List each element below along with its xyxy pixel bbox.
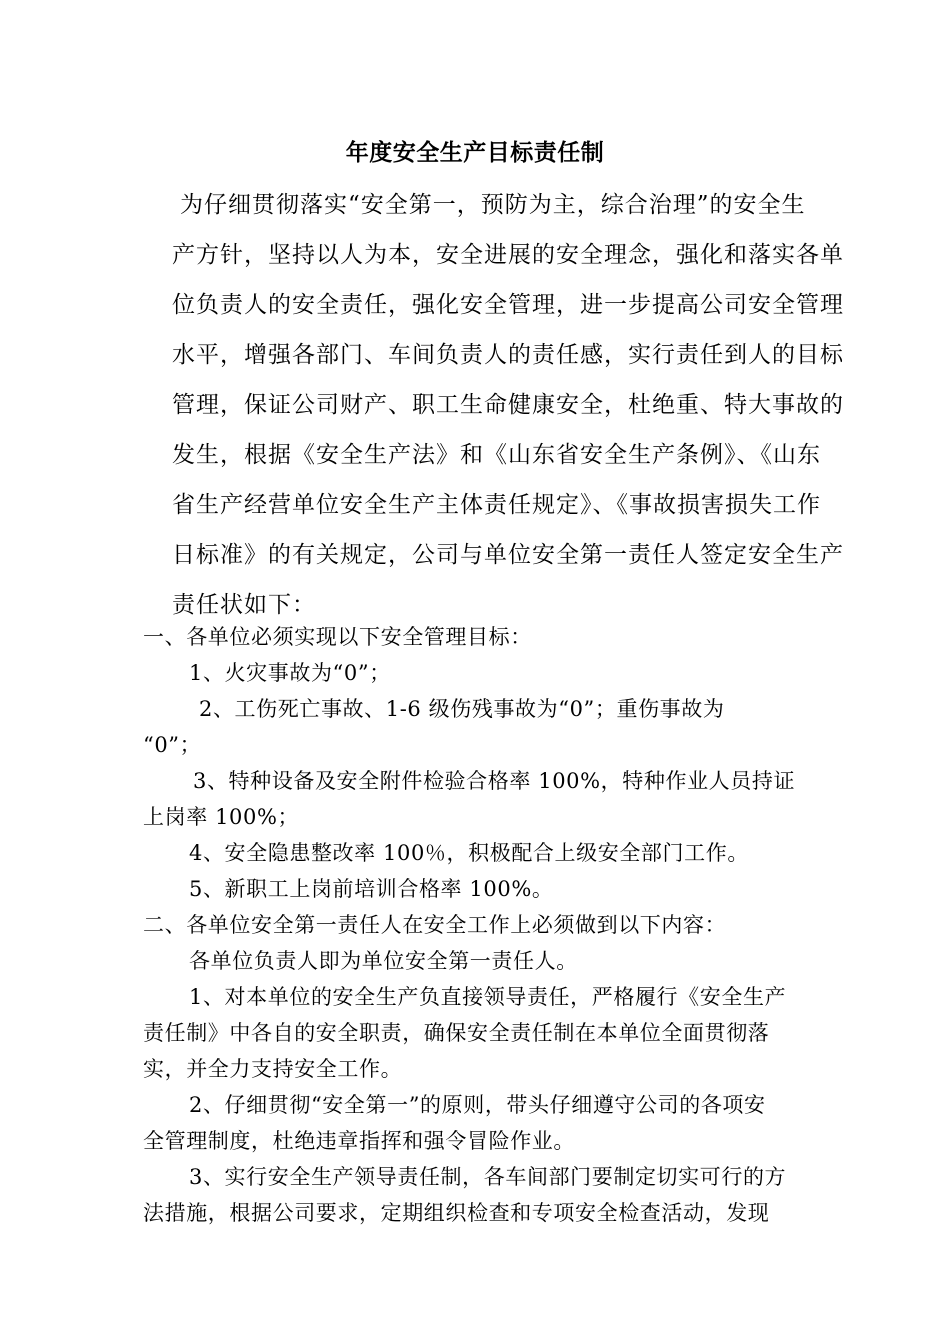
intro-line: 省生产经营单位安全生产主体责任规定》、《事故损害损失工作 <box>172 492 821 518</box>
intro-line: 发生，根据《安全生产法》和《山东省安全生产条例》、《山东 <box>172 442 821 468</box>
section1-item-3: 3、特种设备及安全附件检验合格率 100%，特种作业人员持证 <box>193 769 796 793</box>
section1-item-3-cont: 上岗率 100%； <box>143 805 300 829</box>
section2-item-1-cont: 实，并全力支持安全工作。 <box>143 1057 403 1081</box>
intro-line: 水平，增强各部门、车间负责人的责任感，实行责任到人的目标 <box>172 342 844 368</box>
section1-item-5: 5、新职工上岗前培训合格率 100%。 <box>189 877 554 901</box>
document-body <box>143 619 813 1231</box>
section2-heading: 二、各单位安全第一责任人在安全工作上必须做到以下内容： <box>143 913 727 937</box>
section1-heading: 一、各单位必须实现以下安全管理目标： <box>143 625 532 649</box>
intro-line: 位负责人的安全责任，强化安全管理，进一步提高公司安全管理 <box>172 292 844 318</box>
section2-item-2-cont: 全管理制度，杜绝违章指挥和强令冒险作业。 <box>143 1129 575 1153</box>
intro-line: 日标准》的有关规定，公司与单位安全第一责任人签定安全生产 <box>172 542 844 568</box>
intro-paragraph <box>172 180 844 630</box>
section2-lead: 各单位负责人即为单位安全第一责任人。 <box>189 949 578 973</box>
intro-line: 为仔细贯彻落实“安全第一，预防为主，综合治理”的安全生 <box>180 192 806 218</box>
section2-item-1-cont: 责任制》中各自的安全职责，确保安全责任制在本单位全面贯彻落 <box>143 1021 770 1045</box>
section1-item-2-cont: “0”； <box>143 733 202 757</box>
section1-item-1: 1、火灾事故为“0”； <box>189 661 391 685</box>
section1-item-2: 2、工伤死亡事故、1-6 级伤残事故为“0”；重伤事故为 <box>199 697 725 721</box>
intro-line: 产方针，坚持以人为本，安全进展的安全理念，强化和落实各单 <box>172 242 844 268</box>
section2-item-2: 2、仔细贯彻“安全第一”的原则，带头仔细遵守公司的各项安 <box>189 1093 766 1117</box>
document-title: 年度安全生产目标责任制 <box>345 140 605 166</box>
intro-line: 责任状如下： <box>172 592 316 618</box>
section1-item-4: 4、安全隐患整改率 100％，积极配合上级安全部门工作。 <box>189 841 749 865</box>
section2-item-3: 3、实行安全生产领导责任制，各车间部门要制定切实可行的方 <box>189 1165 787 1189</box>
intro-line: 管理，保证公司财产、职工生命健康安全，杜绝重、特大事故的 <box>172 392 844 418</box>
section2-item-1: 1、对本单位的安全生产负直接领导责任，严格履行《安全生产 <box>189 985 787 1009</box>
section2-item-3-cont: 法措施，根据公司要求，定期组织检查和专项安全检查活动，发现 <box>143 1201 770 1225</box>
